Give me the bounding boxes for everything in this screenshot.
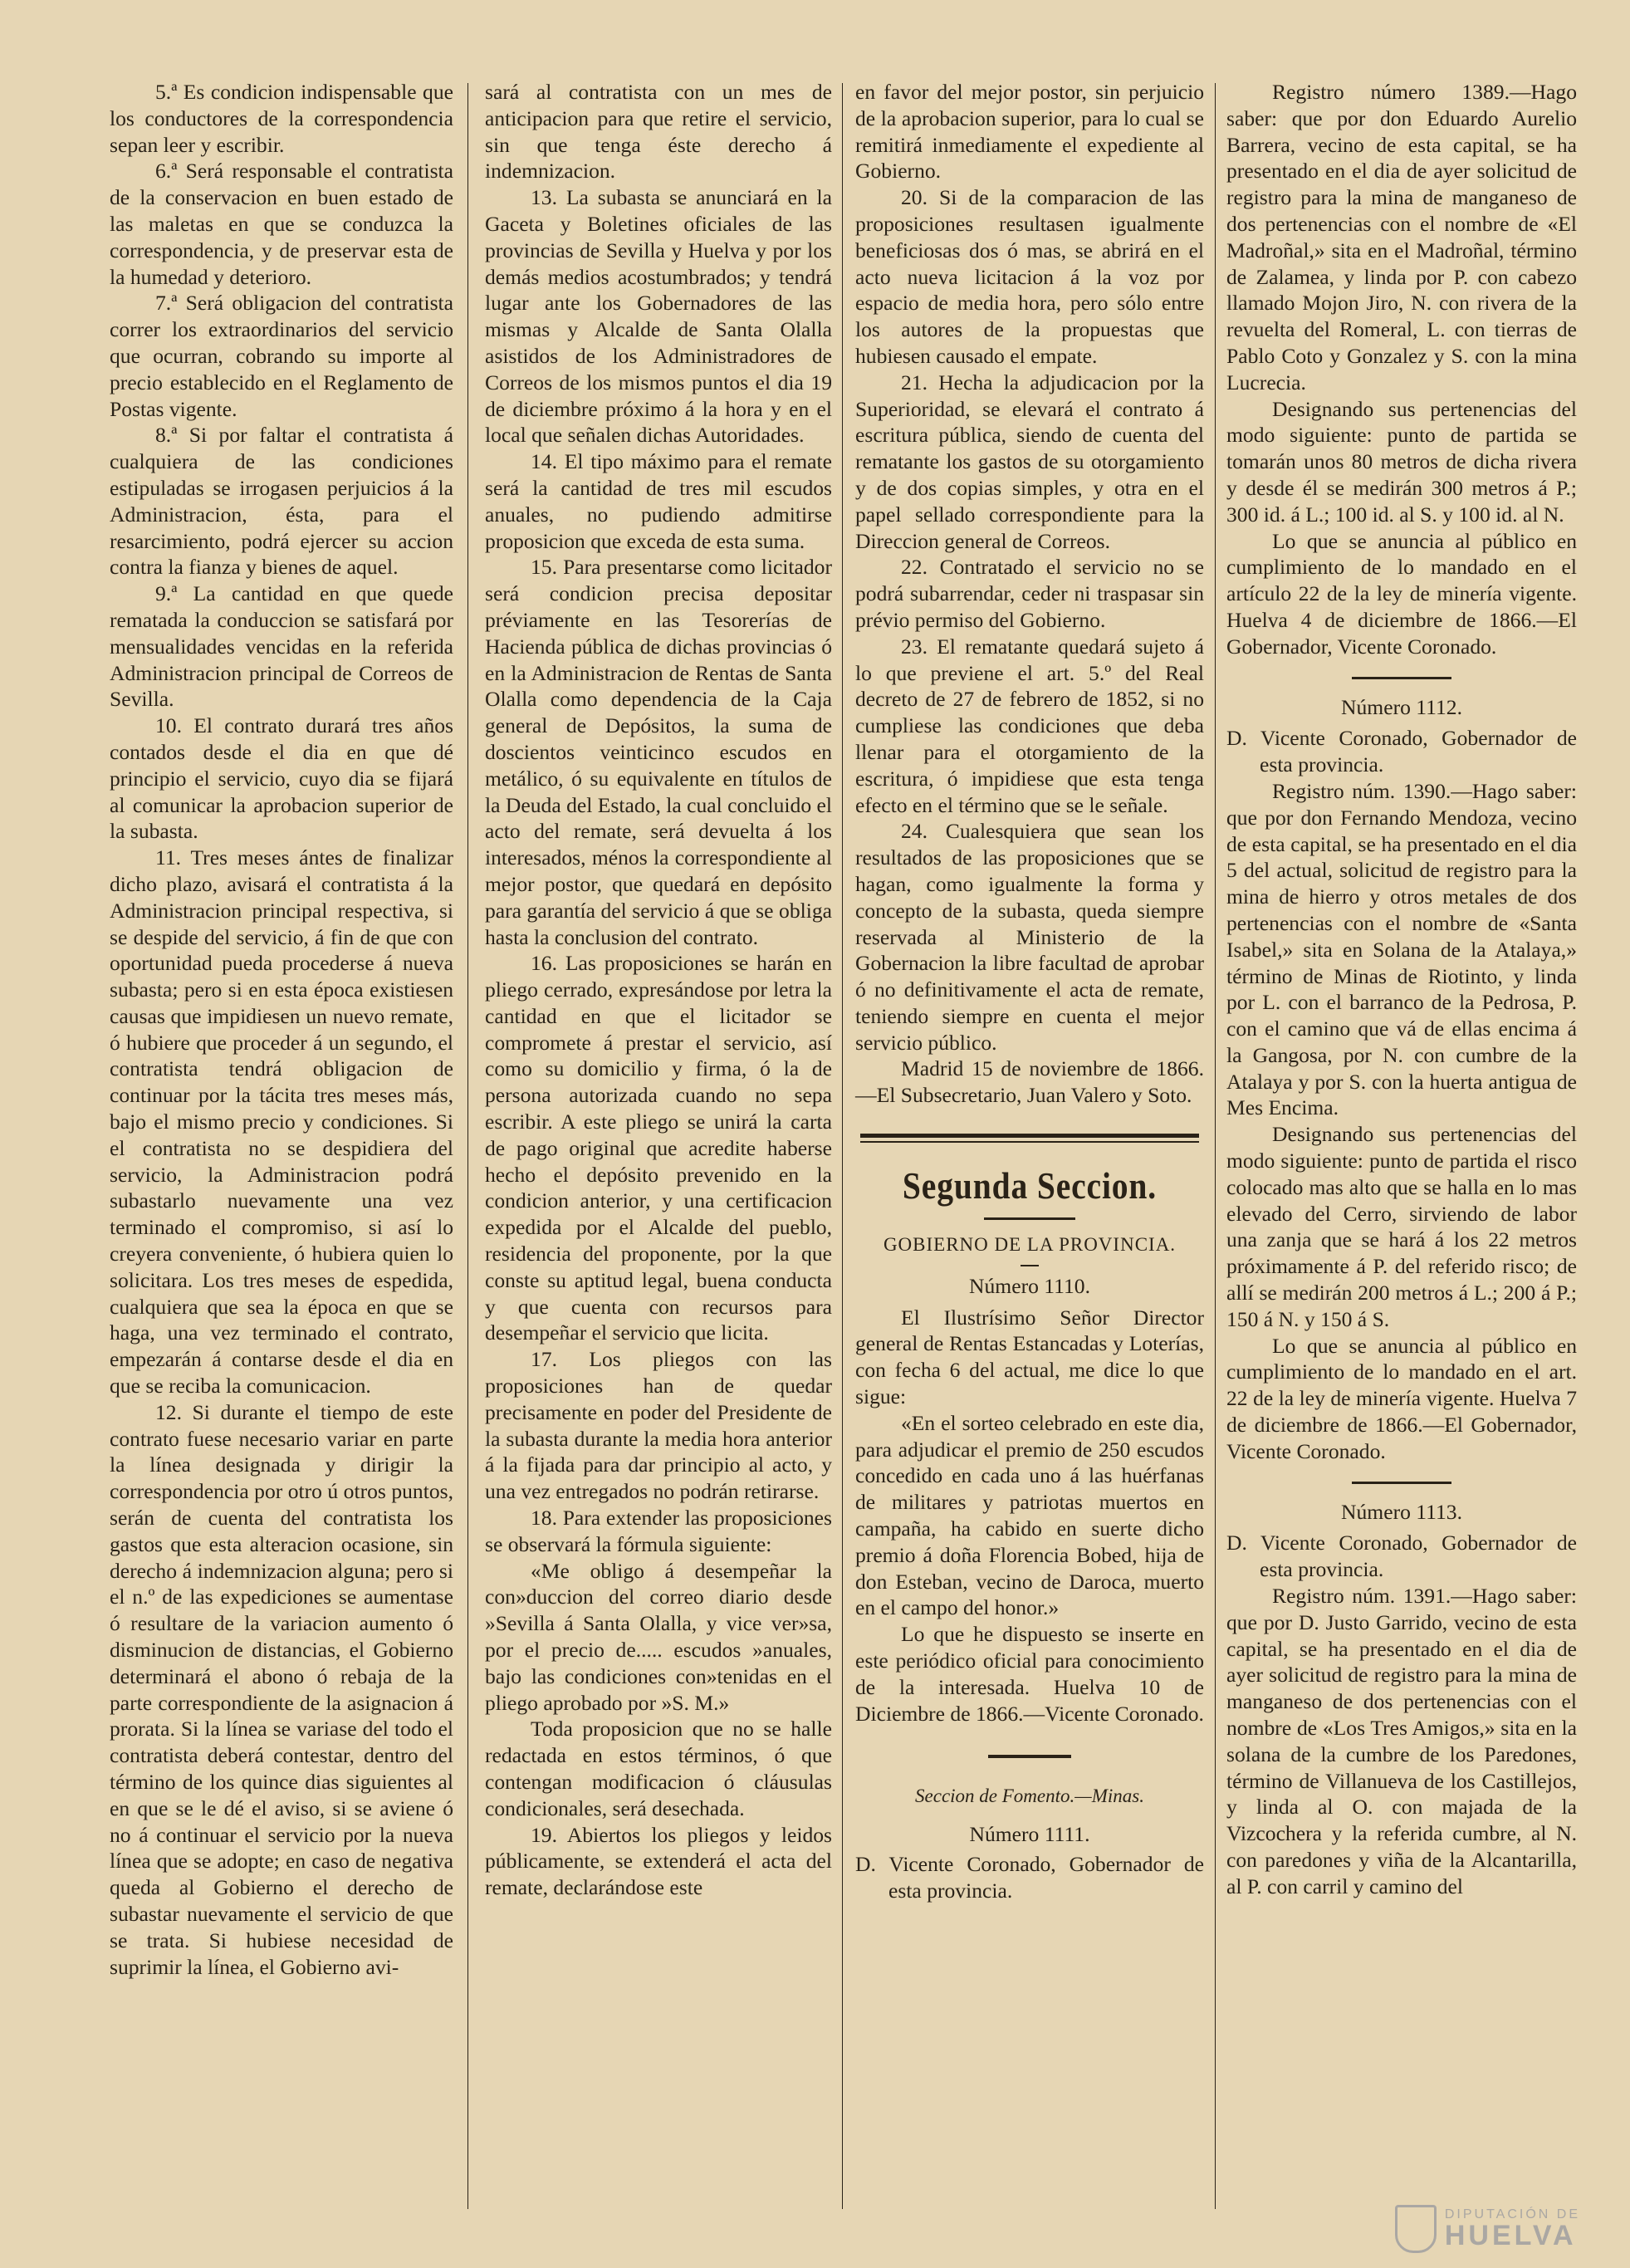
column-2 xyxy=(485,79,832,1901)
paragraph: Registro núm. 1391.—Hago saber: que por D. Justo Garrido, vecino de esta capital, se ha presentado en el dia de ayer solicitud de registro para la mina de manganeso de dos pertenencias con el nombre de «Los Tres Amigos,» sita en la solana de la cumbre de los Paredones, término de Villanueva de los Castillejos, y linda al O. con majada de la Vizcochera y la referida cumbre, al N. con paredones y viña de la Alcantarilla, al P. con carril y camino del xyxy=(1226,1584,1577,1898)
shield-icon xyxy=(1395,2205,1437,2253)
column-1 xyxy=(110,79,453,1980)
paragraph: 14. El tipo máximo para el remate será la cantidad de tres mil escudos anuales, no pudiendo admitirse proposicion que exceda de esta suma. xyxy=(485,449,832,553)
paragraph: 13. La subasta se anunciará en la Gaceta y Boletines oficiales de las provincias de Sevilla y Huelva y por los demás medios acostumbrados; y tendrá lugar ante los Gobernadores de las mismas y Alcalde de Santa Olalla asistidos de los Administradores de Correos de los mismos puntos el dia 19 de diciembre próximo á la hora y en el local que señalen dichas Autoridades. xyxy=(485,185,832,448)
governor-line: D. Vicente Coronado, Gobernador de esta provincia. xyxy=(1226,726,1577,777)
paragraph: Lo que he dispuesto se inserte en este periódico oficial para conocimiento de la interesada. Huelva 10 de Diciembre de 1866.—Vicente Coronado. xyxy=(855,1622,1204,1726)
number-heading: Número 1110. xyxy=(969,1273,1090,1298)
paragraph: 24. Cualesquiera que sean los resultados de las proposiciones que se hagan, como igualmente la forma y concepto de la subasta, queda siempre reservada al Ministerio de la Gobernacion la libre facultad de aprobar ó no definitivamente el acta de remate, teniendo siempre en cuenta el mejor servicio público. xyxy=(855,819,1204,1055)
paragraph: 18. Para extender las proposiciones se observará la fórmula siguiente: xyxy=(485,1506,832,1556)
paragraph: «En el sorteo celebrado en este dia, para adjudicar el premio de 250 escudos concedido en cada uno á las huérfanas de militares y patriotas muertos en campaña, ha cabido en suerte dicho premio á doña Florencia Bobed, hija de don Esteban, vecino de Daroca, muerto en el campo del honor.» xyxy=(855,1410,1204,1620)
paragraph: 15. Para presentarse como licitador será condicion precisa depositar préviamente en las Tesorerías de Hacienda pública de dichas provincias ó en la Administracion de Rentas de Santa Olalla como dependencia de la Caja general de Depósitos, la suma de doscientos veinticinco escudos en metálico, ó su equivalente en títulos de la Deuda del Estado, la cual concluido el acto del remate, será devuelta á los interesados, ménos la correspondiente al mejor postor, que quedará en depósito para garantía del servicio á que se obliga hasta la conclusion del contrato. xyxy=(485,555,832,949)
paragraph: El Ilustrísimo Señor Director general de Rentas Estancadas y Loterías, con fecha 6 del actual, me dice lo que sigue: xyxy=(855,1305,1204,1409)
paragraph: 6.ª Será responsable el contratista de la conservacion en buen estado de las maletas en que se conduzca la correspondencia, y de preservar esta de la humedad y deterioro. xyxy=(110,159,453,289)
paragraph: Designando sus pertenencias del modo siguiente: punto de partida se tomarán unos 80 metros de dicha rivera y desde él se medirán 300 metros á P.; 300 id. á L.; 100 id. al S. y 100 id. al N. xyxy=(1226,396,1577,527)
paragraph: 9.ª La cantidad en que quede rematada la conduccion se satisfará por mensualidades vencidas en la referida Administracion principal de Correos de Sevilla. xyxy=(110,581,453,712)
paragraph: 20. Si de la comparacion de las proposiciones resultasen igualmente beneficiosas dos ó mas, se abrirá en el acto nueva licitacion á la voz por espacio de media hora, pero sólo entre los autores de la propuestas que hubiesen causado el empate. xyxy=(855,185,1204,368)
paragraph: Toda proposicion que no se halle redactada en estos términos, ó que contengan modificacion ó cláusulas condicionales, será desechada. xyxy=(485,1717,832,1820)
number-heading: Número 1111. xyxy=(969,1822,1090,1847)
paragraph: 12. Si durante el tiempo de este contrato fuese necesario variar en parte la línea designada y dirigir la correspondencia por otro ú otros puntos, serán de cuenta del contratista los gastos que esta alteracion ocasione, sin derecho á indemnizacion alguna; pero si el n.º de las expediciones se aumentase ó resultare de la variacion aumento ó disminucion de distancias, el Gobierno determinará el abono ó rebaja de la parte correspondiente de la asignacion á prorata. Si la línea se variase del todo el contratista deberá contestar, dentro del término de los quince dias siguientes al en que se le dé el aviso, si se aviene ó no á continuar el servicio por la nueva línea que se adopte; en caso de negativa queda al Gobierno el derecho de subastar nuevamente el servicio de que se trata. Si hubiese necesidad de suprimir la línea, el Gobierno avi- xyxy=(110,1399,453,1979)
short-rule xyxy=(1021,1265,1039,1266)
paragraph: 19. Abiertos los pliegos y leidos públicamente, se extenderá el acta del remate, declarándose este xyxy=(485,1822,832,1900)
paragraph: 16. Las proposiciones se harán en pliego cerrado, expresándose por letra la cantidad en que el licitador se compromete á prestar el servicio, así como su domicilio y firma, ó la de persona autorizada cuando no sepa escribir. A este pliego se unirá la carta de pago original que acredite haberse hecho el depósito prevenido en la condicion anterior, y una certificacion expedida por el Alcalde del pueblo, residencia del proponente, por la que conste su aptitud legal, buena conducta y que cuenta con recursos para desempeñar el servicio que licita. xyxy=(485,951,832,1345)
archive-watermark xyxy=(1395,2205,1580,2253)
separator-rule xyxy=(1352,677,1451,679)
watermark-line1: DIPUTACIÓN DE xyxy=(1444,2207,1580,2221)
paragraph: 17. Los pliegos con las proposiciones han de quedar precisamente en poder del Presidente de la subasta durante la media hora anterior á la fijada para dar principio al acto, y una vez entregados no podrán retirarse. xyxy=(485,1347,832,1504)
section-top-rule xyxy=(860,1134,1199,1143)
paragraph: 10. El contrato durará tres años contados desde el dia en que dé principio el servicio, cuyo dia se fijará al comunicar la aprobacion superior de la subasta. xyxy=(110,713,453,844)
fomento-heading: Seccion de Fomento.—Minas. xyxy=(915,1785,1144,1807)
paragraph: 8.ª Si por faltar el contratista á cualquiera de las condiciones estipuladas se irrogasen perjuicios á la Administracion, ésta, para el resarcimiento, podrá ejercer su accion contra la fianza y bienes de aquel. xyxy=(110,423,453,580)
number-heading: Número 1113. xyxy=(1341,1499,1462,1524)
paragraph: 23. El rematante quedará sujeto á lo que previene el art. 5.º del Real decreto de 27 de febrero de 1852, si no cumpliese las condiciones que deba llenar para el otorgamiento de la escritura, ó impidiese que esta tenga efecto en el término que se le señale. xyxy=(855,634,1204,817)
paragraph: Lo que se anuncia al público en cumplimiento de lo mandado en el artículo 22 de la ley de minería vigente. Huelva 4 de diciembre de 1866.—El Gobernador, Vicente Coronado. xyxy=(1226,528,1577,659)
title-rule xyxy=(984,1217,1075,1220)
column-3 xyxy=(855,79,1204,1904)
watermark-line2: HUELVA xyxy=(1444,2220,1577,2251)
formula-quote: «Me obligo á desempeñar la con»duccion del correo diario desde »Sevilla á Santa Olalla, y vice ver»sa, por el precio de..... escudos »anuales, bajo las condiciones con»tenidas en el pliego aprobado por »S. M.» xyxy=(485,1558,832,1715)
column-divider xyxy=(842,83,843,2209)
paragraph: Designando sus pertenencias del modo siguiente: punto de partida el risco colocado mas alto que se halla en lo mas elevado del Cerro, sirviendo de labor una zanja que se hará á los 22 metros próximamente á P. del referido risco; de allí se medirán 200 metros á L.; 200 á P.; 150 á N. y 150 á S. xyxy=(1226,1122,1577,1331)
paragraph: 7.ª Será obligacion del contratista correr los extraordinarios del servicio que ocurran, cobrando su importe al precio establecido en el Reglamento de Postas vigente. xyxy=(110,291,453,421)
number-heading: Número 1112. xyxy=(1341,694,1462,719)
column-divider xyxy=(1215,83,1216,2209)
government-heading: GOBIERNO DE LA PROVINCIA. xyxy=(883,1234,1177,1256)
governor-line: D. Vicente Coronado, Gobernador de esta provincia. xyxy=(855,1852,1204,1903)
paragraph: Lo que se anuncia al público en cumplimiento de lo mandado en el art. 22 de la ley de minería vigente. Huelva 7 de diciembre de 1866.—El Gobernador, Vicente Coronado. xyxy=(1226,1333,1577,1463)
paragraph: Registro núm. 1390.—Hago saber: que por don Fernando Mendoza, vecino de esta capital, se ha presentado en el dia 5 del actual, solicitud de registro para la mina de hierro y otros metales de dos pertenencias con el nombre de «Santa Isabel,» sita en Solana de la Atalaya,» término de Minas de Riotinto, y linda por L. con el barranco de la Pedrosa, P. con el camino que vá de ellas encima á la Gangosa, por N. con cumbre de la Atalaya y por S. con la huerta antigua de Mes Encima. xyxy=(1226,778,1577,1120)
paragraph: 22. Contratado el servicio no se podrá subarrendar, ceder ni traspasar sin prévio permiso del Gobierno. xyxy=(855,555,1204,632)
separator-rule xyxy=(1352,1482,1451,1484)
signature-line: Madrid 15 de noviembre de 1866.—El Subsecretario, Juan Valero y Soto. xyxy=(855,1056,1204,1108)
column-4 xyxy=(1226,79,1577,1900)
paragraph: 11. Tres meses ántes de finalizar dicho plazo, avisará el contratista á la Administracion principal respectiva, si se despide del servicio, á fin de que con oportunidad pueda procederse á nueva subasta; pero si en esta época existiesen causas que impidiesen un nuevo remate, ó hubiere que proceder á un segundo, el contratista tendrá obligacion de continuar por la tácita tres meses más, bajo el mismo precio y condiciones. Si el contratista no se despidiera del servicio, la Administracion podrá subastarlo nuevamente una vez terminado el compromiso, si así lo creyera conveniente, ó hubiera quien lo solicitara. Los tres meses de espedida, cualquiera que sea la época en que se haga, una vez terminado el contrato, empezarán á contarse desde el dia en que se reciba la comunicacion. xyxy=(110,845,453,1399)
separator-rule xyxy=(988,1755,1071,1758)
paragraph: sará al contratista con un mes de anticipacion para que retire el servicio, sin que tenga éste derecho á indemnizacion. xyxy=(485,80,832,184)
paragraph: 5.ª Es condicion indispensable que los conductores de la correspondencia sepan leer y escribir. xyxy=(110,80,453,157)
paragraph: 21. Hecha la adjudicacion por la Superioridad, se elevará el contrato á escritura pública, siendo de cuenta del rematante los gastos de su otorgamiento y de dos copias simples, y otra en el papel sellado correspondiente para la Direccion general de Correos. xyxy=(855,370,1204,553)
paragraph: en favor del mejor postor, sin perjuicio de la aprobacion superior, para lo cual se remitirá inmediamente el expediente al Gobierno. xyxy=(855,80,1204,184)
column-divider xyxy=(467,83,468,2209)
paragraph: Registro número 1389.—Hago saber: que por don Eduardo Aurelio Barrera, vecino de esta capital, se ha presentado en el dia de ayer solicitud de registro para la mina de manganeso de dos pertenencias con el nombre de «El Madroñal,» sita en el Madroñal, término de Zalamea, y linda por P. con cabezo llamado Mojon Jiro, N. con rivera de la revuelta del Romeral, L. con tierras de Pablo Coto y Gonzalez y S. con la mina Lucrecia. xyxy=(1226,80,1577,394)
section-title: Segunda Seccion. xyxy=(902,1164,1158,1207)
governor-line: D. Vicente Coronado, Gobernador de esta provincia. xyxy=(1226,1531,1577,1582)
